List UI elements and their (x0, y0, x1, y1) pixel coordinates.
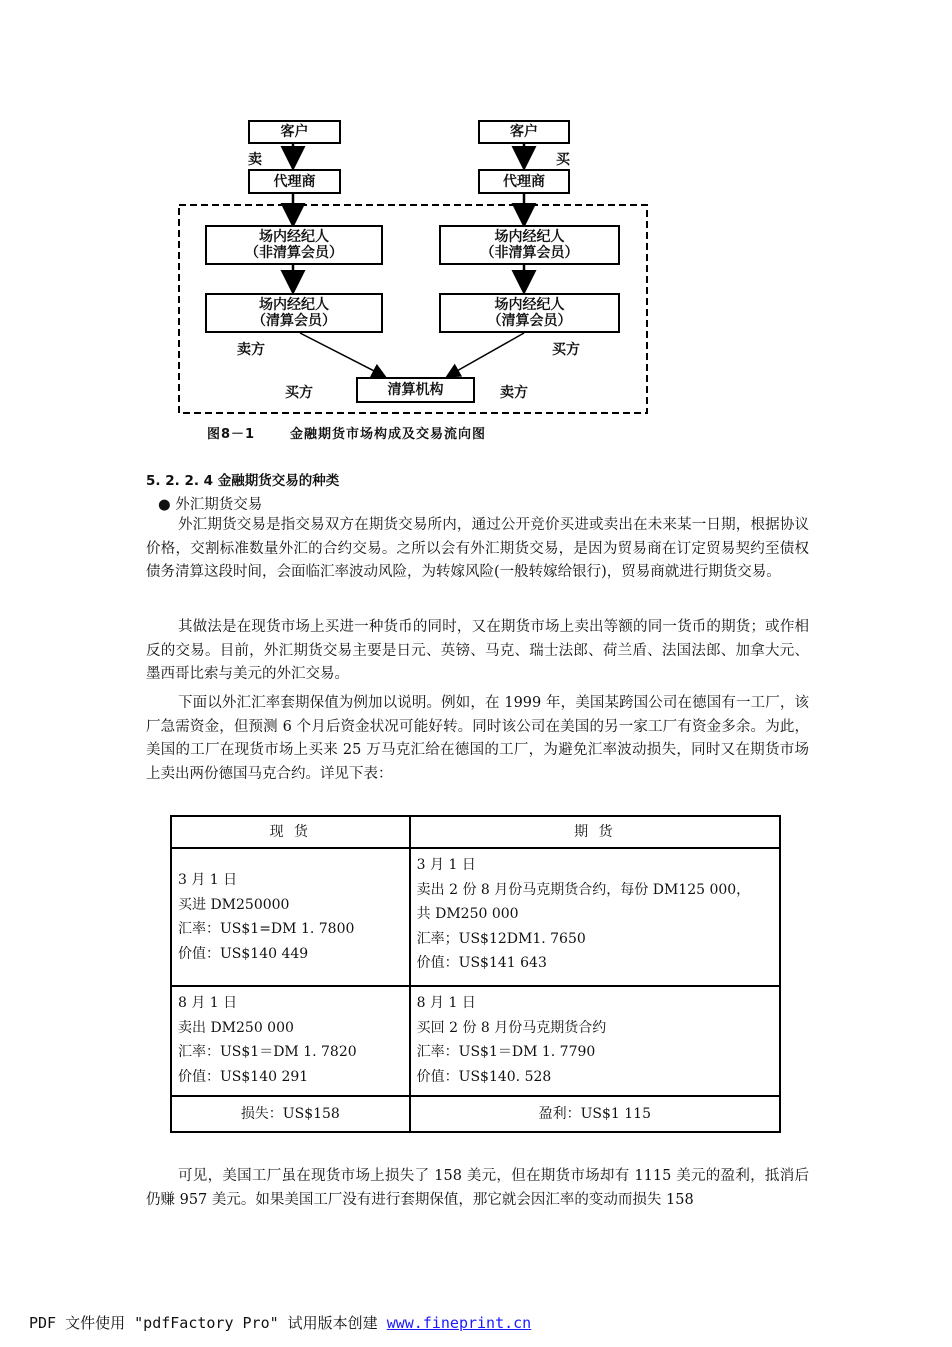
left-side-label: 卖方 (237, 342, 265, 358)
footer-text: PDF 文件使用 "pdfFactory Pro" 试用版本创建 (29, 1314, 387, 1332)
right-clearing-box (439, 293, 620, 333)
row1-spot-cell (171, 848, 410, 986)
cell-line: 3 月 1 日 (178, 872, 238, 888)
paragraph-1: 外汇期货交易是指交易双方在期货交易所内，通过公开竞价买进或卖出在未来某一日期，根据协议价格，交割标准数量外汇的合约交易。之所以会有外汇期货交易，是因为贸易商在订定贸易契约至债权债务清算这段时间，会面临汇率波动风险，为转嫁风险(一般转嫁给银行)，贸易商就进行期货交易。 (146, 517, 809, 580)
left-agent-box: 代理商 (248, 169, 341, 194)
right-buy-label: 买 (556, 152, 570, 168)
table-row (171, 848, 780, 986)
cell-line: 汇率：US$1＝DM 1. 7820 (178, 1044, 357, 1060)
figure-caption-number: 图8－1 (207, 427, 256, 442)
left-nonclearing-line1: 场内经纪人 (259, 229, 329, 245)
table-footer-row (171, 1096, 780, 1132)
right-nonclearing-box (439, 225, 620, 265)
left-sell-label: 卖 (248, 152, 262, 168)
left-clearing-line1: 场内经纪人 (259, 297, 329, 313)
right-side-label: 买方 (552, 342, 580, 358)
left-clearing-box (205, 293, 383, 333)
right-nonclearing-line2: （非清算会员） (480, 245, 579, 261)
cell-line: 价值：US$140 449 (178, 945, 309, 962)
header-spot: 现 货 (171, 816, 410, 848)
right-clearing-line1: 场内经纪人 (494, 297, 565, 313)
cell-line: 汇率：US$1＝DM 1. 7790 (416, 1044, 596, 1060)
right-agent-box: 代理商 (478, 169, 570, 194)
right-nonclearing-line1: 场内经纪人 (494, 229, 565, 245)
table-header-row (171, 816, 780, 848)
clearing-house-box: 清算机构 (356, 377, 475, 403)
cell-line: 卖出 DM250 000 (178, 1019, 294, 1036)
cell-line: 8 月 1 日 (416, 995, 476, 1011)
left-nonclearing-box (205, 225, 383, 265)
row1-futures-cell (410, 848, 780, 986)
left-nonclearing-line2: （非清算会员） (245, 245, 343, 261)
cell-line: 买进 DM250000 (178, 896, 290, 913)
header-futures: 期 货 (410, 816, 780, 848)
cell-line: 8 月 1 日 (178, 995, 238, 1011)
table-row (171, 986, 780, 1096)
figure-caption-text: 金融期货市场构成及交易流向图 (290, 427, 487, 442)
paragraph-4: 可见，美国工厂虽在现货市场上损失了 158 美元，但在期货市场却有 1115 美元的盈利，抵消后仍赚 957 美元。如果美国工厂没有进行套期保值，那它就会因汇率的变动而损失 158 (146, 1168, 809, 1208)
cell-line: 汇率；US$12DM1. 7650 (416, 930, 586, 947)
paragraph-2: 其做法是在现货市场上买进一种货币的同时，又在期货市场上卖出等额的同一货币的期货；或作相反的交易。目前，外汇期货交易主要是日元、英镑、马克、瑞士法郎、荷兰盾、法国法郎、加拿大元、墨西哥比索与美元的外汇交易。 (146, 619, 809, 682)
cell-line: 价值：US$140. 528 (416, 1068, 552, 1085)
section-heading: 5. 2. 2. 4 金融期货交易的种类 (146, 473, 340, 489)
cell-line: 汇率：US$1=DM 1. 7800 (178, 921, 355, 937)
bottom-sell-label: 卖方 (500, 385, 528, 401)
row2-futures-cell (410, 986, 780, 1096)
right-client-box: 客户 (478, 120, 570, 144)
cell-line: 3 月 1 日 (416, 857, 476, 873)
pdf-footer (29, 1312, 531, 1333)
loss-cell: 损失：US$158 (171, 1096, 410, 1132)
cell-line: 价值：US$141 643 (416, 955, 547, 971)
bottom-buy-label: 买方 (285, 385, 313, 401)
flow-diagram (0, 0, 952, 450)
cell-line: 买回 2 份 8 月份马克期货合约 (416, 1019, 607, 1036)
cell-line: 价值：US$140 291 (178, 1068, 309, 1085)
hedging-table (170, 815, 781, 1133)
left-client-box: 客户 (248, 120, 341, 144)
row2-spot-cell (171, 986, 410, 1096)
profit-cell: 盈利：US$1 115 (410, 1096, 780, 1132)
left-clearing-line2: （清算会员） (252, 313, 336, 329)
footer-link[interactable]: www.fineprint.cn (386, 1314, 532, 1332)
bullet-forex-futures: ● 外汇期货交易 (158, 497, 263, 513)
cell-line: 共 DM250 000 (416, 906, 519, 922)
cell-line: 卖出 2 份 8 月份马克期货合约，每份 DM125 000， (416, 881, 751, 898)
arrow-converge-left (300, 333, 384, 376)
right-clearing-line2: （清算会员） (487, 313, 572, 329)
arrow-converge-right (448, 333, 524, 376)
paragraph-3: 下面以外汇汇率套期保值为例加以说明。例如，在 1999 年，美国某跨国公司在德国有一工厂，该厂急需资金，但预测 6 个月后资金状况可能好转。同时该公司在美国的另一家工厂有资金多余。为此，美国的工厂在现货市场上买来 25 万马克汇给在德国的工厂，为避免汇率波动损失，同时又在期货市场上卖出两份德国马克合约。详见下表： (146, 695, 809, 782)
